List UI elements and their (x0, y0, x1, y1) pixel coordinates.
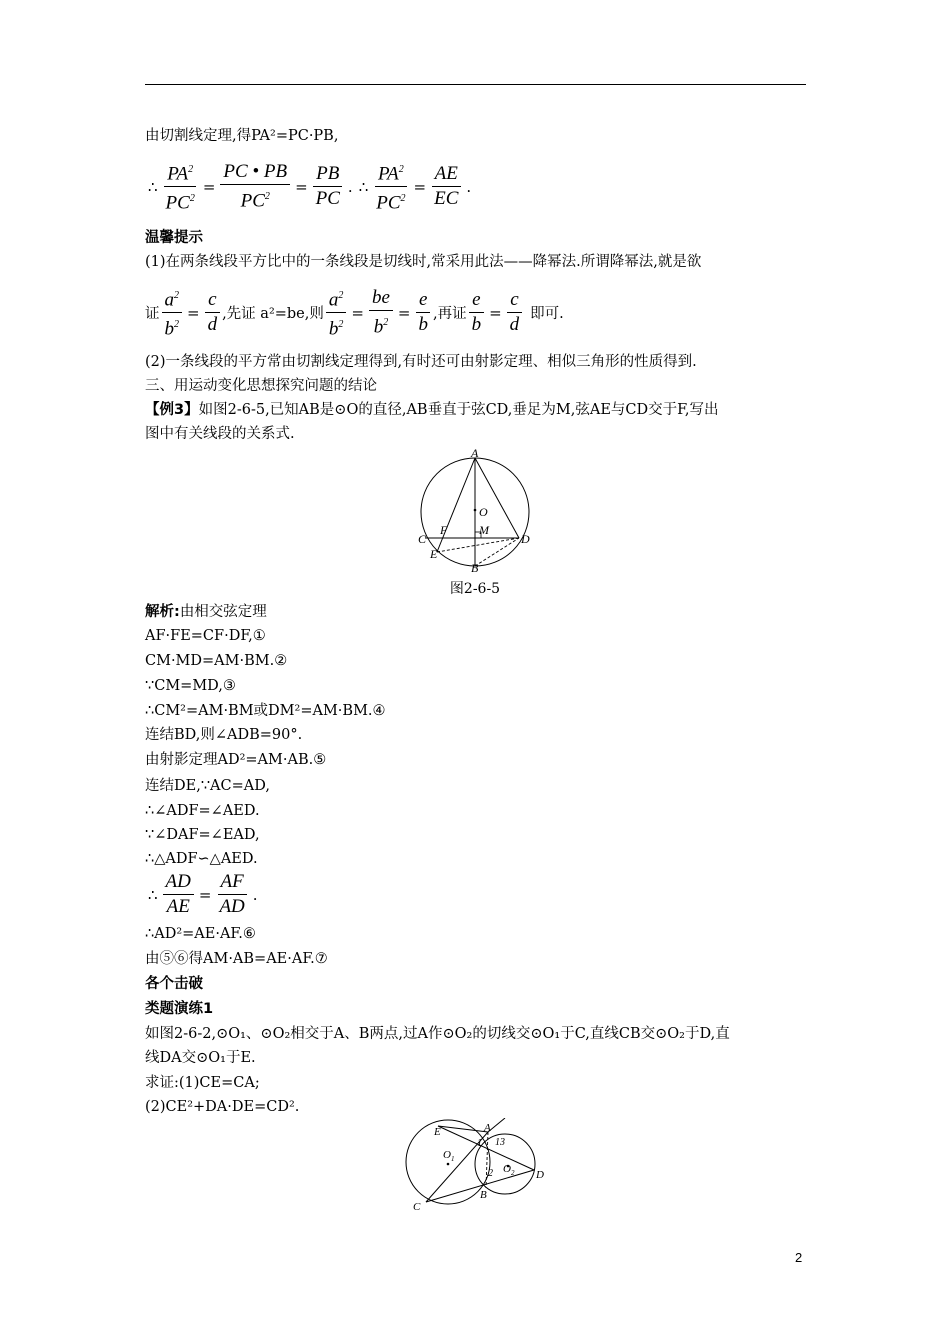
section-heading: 三、用运动变化思想探究问题的结论 (145, 378, 377, 394)
text-line: ∴CM²=AM·BM或DM²=AM·BM.④ (145, 703, 386, 719)
text-line: ∵CM=MD,③ (145, 678, 236, 694)
text-line: 连结DE,∵AC=AD, (145, 778, 270, 794)
svg-text:F: F (440, 523, 448, 537)
fraction: $\frac{e}{b}$ (469, 290, 485, 335)
svg-text:D: D (536, 1169, 544, 1181)
fraction: $\frac{a^2}{b^2}$ (326, 286, 347, 340)
text-line: 图中有关线段的关系式. (145, 426, 295, 442)
fraction: $\frac{AE}{EC}$ (431, 164, 461, 209)
figure-2-6-2 (400, 1118, 555, 1218)
svg-text:D: D (521, 532, 530, 546)
text-line: 连结BD,则∠ADB=90°. (145, 727, 303, 743)
text-line: 由射影定理AD²=AM·AB.⑤ (145, 752, 327, 768)
text-line: AF·FE=CF·DF,① (145, 628, 266, 644)
tip-title: 温馨提示 (145, 230, 203, 246)
svg-text:E: E (434, 1126, 441, 1138)
text-line: (2)CE²+DA·DE=CD². (145, 1099, 300, 1115)
text-line: (2)一条线段的平方常由切割线定理得到,有时还可由射影定理、相似三角形的性质得到. (145, 354, 697, 370)
section-heading: 类题演练1 (145, 1001, 214, 1017)
fraction: $\frac{PC • PB}{PC^2}$ (220, 162, 290, 211)
fraction: $\frac{be}{b^2}$ (369, 288, 393, 337)
fraction: $\frac{AD}{AE}$ (163, 872, 194, 917)
svg-text:1: 1 (451, 1155, 455, 1163)
svg-text:B: B (471, 561, 479, 574)
header-rule (145, 84, 806, 85)
svg-text:O: O (479, 505, 488, 519)
svg-text:A: A (484, 1122, 491, 1134)
therefore-symbol: ∴ (148, 177, 158, 196)
text-line: 求证:(1)CE=CA; (145, 1075, 260, 1091)
text-line: ∴∠ADF=∠AED. (145, 803, 260, 819)
text-line: 由切割线定理,得PA²=PC·PB, (145, 128, 339, 144)
fraction: $\frac{a^2}{b^2}$ (162, 286, 183, 340)
svg-text:C: C (418, 532, 427, 546)
page-number: 2 (795, 1250, 803, 1265)
solution-heading: 解析:由相交弦定理 (145, 604, 267, 620)
svg-text:O: O (443, 1149, 451, 1161)
text-line: ∵∠DAF=∠EAD, (145, 827, 260, 843)
svg-text:C: C (413, 1201, 421, 1213)
text-line: ∴AD²=AE·AF.⑥ (145, 926, 256, 942)
svg-text:A: A (471, 446, 479, 460)
example-line: 【例3】如图2-6-5,已知AB是⊙O的直径,AB垂直于弦CD,垂足为M,弦AE与CD交于F,写出 (145, 402, 719, 418)
fraction: $\frac{c}{d}$ (507, 290, 523, 335)
fraction: $\frac{AF}{AD}$ (219, 871, 245, 917)
text-line: CM·MD=AM·BM.② (145, 653, 288, 669)
svg-text:1: 1 (477, 1138, 482, 1149)
svg-text:O: O (503, 1163, 511, 1175)
figure-2-6-5 (415, 444, 540, 574)
text-line: 由⑤⑥得AM·AB=AE·AF.⑦ (145, 951, 328, 967)
text-line: 线DA交⊙O₁于E. (145, 1050, 256, 1066)
fraction: $\frac{PA^2}{PC^2}$ (163, 160, 198, 214)
fraction: $\frac{c}{d}$ (205, 290, 221, 335)
text-line: 如图2-6-2,⊙O₁、⊙O₂相交于A、B两点,过A作⊙O₂的切线交⊙O₁于C,直线CB交⊙O₂于D,直 (145, 1026, 730, 1042)
svg-text:B: B (480, 1189, 487, 1201)
section-heading: 各个击破 (145, 976, 203, 992)
text-line: (1)在两条线段平方比中的一条线段是切线时,常采用此法——降幂法.所谓降幂法,就是欲 (145, 254, 702, 270)
figure-caption: 图2-6-5 (449, 581, 501, 597)
equation-2: 证 $\frac{a^2}{b^2}$ = $\frac{c}{d}$ ,先证 a²=be,则 $\frac{a^2}{b^2}$ = $\frac{be}{b^2}$ = $\frac{e}{b}$ ,再证 $\frac{e}{b}$ = $\frac{c}{d}$ 即可. (145, 287, 564, 340)
svg-text:13: 13 (495, 1137, 505, 1148)
equation-1: ∴ $\frac{PA^2}{PC^2}$ = $\frac{PC • PB}{PC^2}$ = $\frac{PB}{PC}$ . ∴ $\frac{PA^2}{PC^2}$ = $\frac{AE}{EC}$ . (148, 161, 472, 214)
fraction: $\frac{PB}{PC}$ (313, 164, 343, 209)
svg-text:E: E (430, 547, 438, 561)
fraction: $\frac{PA^2}{PC^2}$ (373, 160, 408, 214)
svg-text:M: M (479, 523, 489, 537)
equation-3: ∴ $\frac{AD}{AE}$ = $\frac{AF}{AD}$ . (148, 871, 258, 917)
svg-text:2: 2 (511, 1169, 515, 1177)
fraction: $\frac{e}{b}$ (415, 290, 431, 335)
svg-text:2: 2 (488, 1168, 493, 1179)
text-line: ∴△ADF∽△AED. (145, 851, 258, 867)
